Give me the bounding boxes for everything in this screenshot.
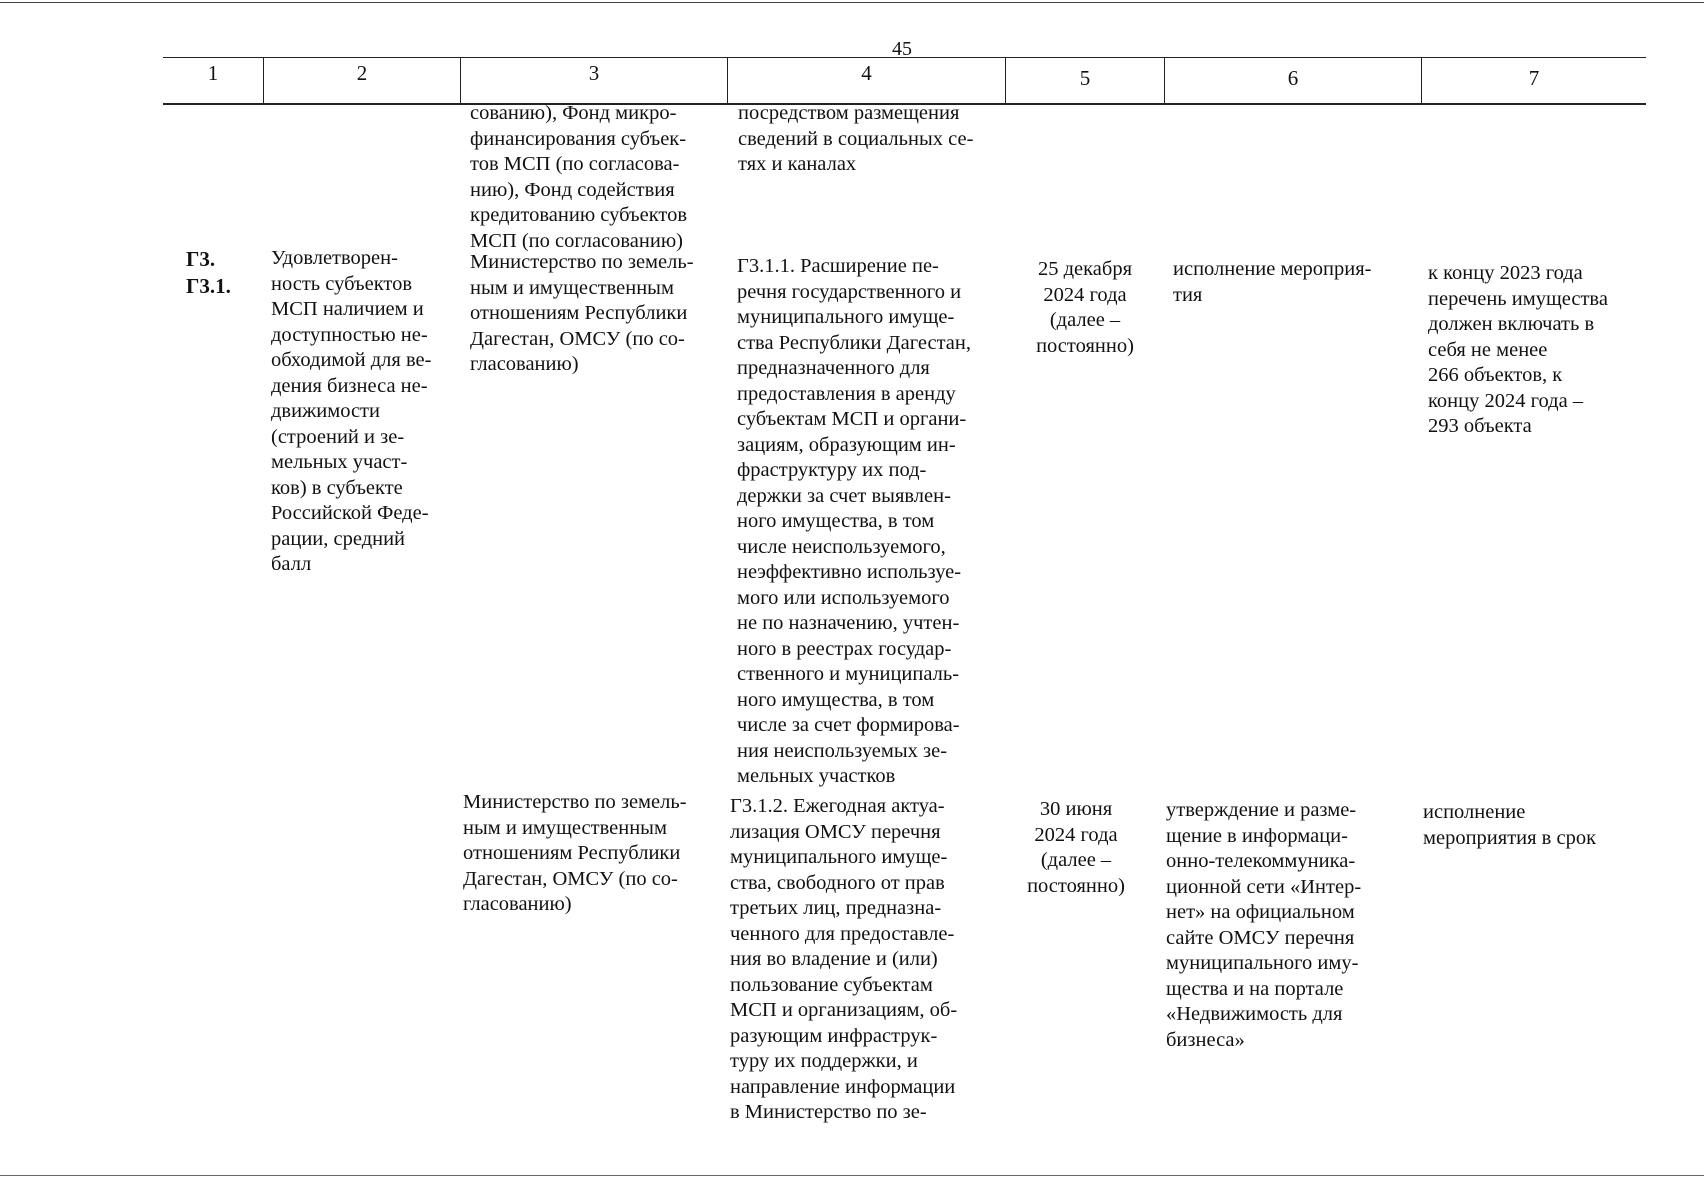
table-header-row	[163, 57, 1646, 105]
column-header-4: 4	[727, 58, 1005, 103]
carryover-measure-text: посредством размещения сведений в социальных се- тях и каналах	[738, 102, 974, 175]
column-header-2: 2	[263, 58, 460, 103]
responsible-text-2: Министерство по земель- ным и имущественным отношениям Республики Дагестан, ОМСУ (по со- гласованию)	[463, 791, 687, 915]
indicator-value-text-1: к концу 2023 года перечень имущества должен включать в себя не менее 266 объектов, к концу 2024 года – 293 объекта	[1428, 262, 1608, 437]
page-number: 45	[892, 38, 912, 60]
scan-edge-bottom	[0, 1175, 1704, 1176]
responsible-text-1: Министерство по земель- ным и имущественным отношениям Республики Дагестан, ОМСУ (по со- гласованию)	[470, 251, 694, 375]
deadline-text-2: 30 июня 2024 года (далее – постоянно)	[1027, 798, 1125, 897]
row-code: Г3. Г3.1.	[186, 247, 231, 298]
deadline-text-1: 25 декабря 2024 года (далее – постоянно)	[1036, 258, 1134, 357]
indicator-value-text-2: исполнение мероприятия в срок	[1423, 801, 1597, 849]
column-header-5: 5	[1005, 58, 1164, 103]
measure-text-2: Г3.1.2. Ежегодная актуа- лизация ОМСУ перечня муниципального имуще- ства, свободного от прав третьих лиц, предназна- ченного для предоставле- ния во владение и (или) пользование субъектам МСП и организациям, об- разующим инфраструк- туру их поддержки, и направление информации в Министерство по зе-	[730, 795, 958, 1123]
column-header-7: 7	[1421, 58, 1646, 103]
column-header-1: 1	[207, 61, 219, 85]
result-text-2: утверждение и разме- щение в информаци- онно-телекоммуника- ционной сети «Интер- нет» на официальном сайте ОМСУ перечня муниципального иму- щества и на портале «Недвижимость для бизнеса»	[1166, 799, 1362, 1051]
column-header-3: 3	[460, 58, 727, 103]
result-text-1: исполнение мероприя- тия	[1173, 258, 1372, 306]
scan-edge-top	[0, 2, 1704, 3]
indicator-name: Удовлетворен- ность субъектов МСП наличием и доступностью не- обходимой для ве- дения бизнеса не- движимости (строений и зе- мельных участ- ков) в субъекте Российской Феде- рации, средний балл	[271, 247, 432, 575]
measure-text-1: Г3.1.1. Расширение пе- речня государственного и муниципального имуще- ства Республики Дагестан, предназначенного для предоставления в аренду субъектам МСП и органи- зациям, образующим ин- фраструктуру их под- держки за счет выявлен- ного имущества, в том числе неиспользуемого, неэффективно используе- мого или используемого не по назначению, учтен- ного в реестрах государ- ственного и муниципаль- ного имущества, в том числе за счет формирова- ния неиспользуемых зе- мельных участков	[737, 255, 971, 787]
column-header-6: 6	[1164, 58, 1421, 103]
carryover-responsible-text: сованию), Фонд микро- финансирования субъек- тов МСП (по согласова- нию), Фонд содействия кредитованию субъектов МСП (по согласованию)	[470, 102, 688, 252]
